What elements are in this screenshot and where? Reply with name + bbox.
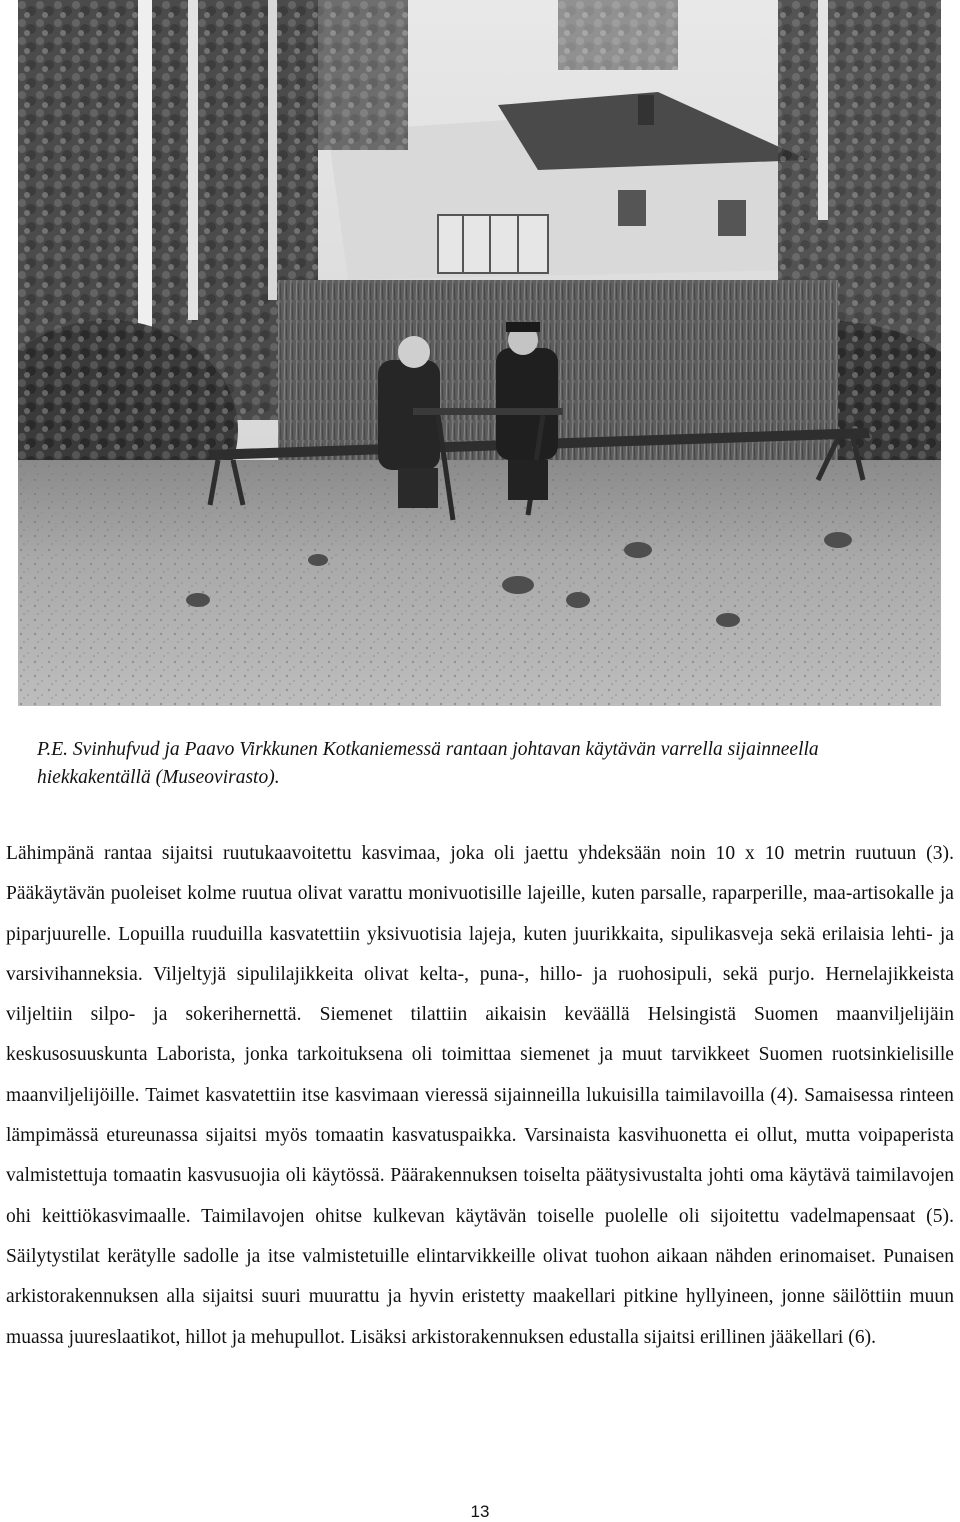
photo-illustration xyxy=(18,0,941,706)
body-paragraph: Lähimpänä rantaa sijaitsi ruutukaavoitettu kasvimaa, joka oli jaettu yhdeksään noin 10 x 10 metrin ruutuun (3). Pääkäytävän puoleiset kolme ruutua olivat varattu monivuotisille lajeille, kuten parsalle, raparperille, maa-artisokalle ja piparjuurelle. Lopuilla ruuduilla kasvatettiin yksivuotisia lajeja, kuten juurikkaita, sipulikasveja sekä erilaisia lehti- ja varsivihanneksia. Viljeltyjä sipulilajikkeita olivat kelta-, puna-, hillo- ja ruohosipuli, sekä purjo. Hernelajikkeista viljeltiin silpo- ja sokerihernettä. Siemenet tilattiin aikaisin keväällä Helsingistä Suomen maanviljelijäin keskusosuuskunta Laborista, jonka tarkoituksena oli toimittaa siemenet ja muut tarvikkeet Suomen ruotsinkielisille maanviljelijöille. Taimet kasvatettiin itse kasvimaan vieressä sijainneilla lukuisilla taimilavoilla (4). Samaisessa rinteen lämpimässä etureunassa sijaitsi myös tomaatin kasvatuspaikka. Varsinaista kasvihuonetta ei ollut, mutta voipaperista valmistettuja tomaatin kasvusuojia oli käytössä. Päärakennuksen toiselta päätysivustalta johti oma käytävä taimilavojen ohi keittiökasvimaalle. Taimilavojen ohitse kulkevan käytävän toiselle puolelle oli sijoitettu vadelmapensaat (5). Säilytystilat kerätylle sadolle ja itse valmistetuille elintarvikkeille olivat tuohon aikaan nähden erinomaiset. Punaisen arkistorakennuksen alla sijaitsi suuri muurattu ja hyvin eristetty maakellari pitkine hyllyineen, jonne säilöttiin muun muassa juureslaatikot, hillot ja mehupullot. Lisäksi arkistorakennuksen edustalla sijaitsi erillinen jääkellari (6). xyxy=(6,843,954,1348)
photo-caption: P.E. Svinhufvud ja Paavo Virkkunen Kotkaniemessä rantaan johtavan käytävän varrella sijainneella hiekkakentällä (Museovirasto). xyxy=(37,739,819,788)
page-number: 13 xyxy=(470,1502,490,1521)
archival-photograph xyxy=(18,0,941,706)
